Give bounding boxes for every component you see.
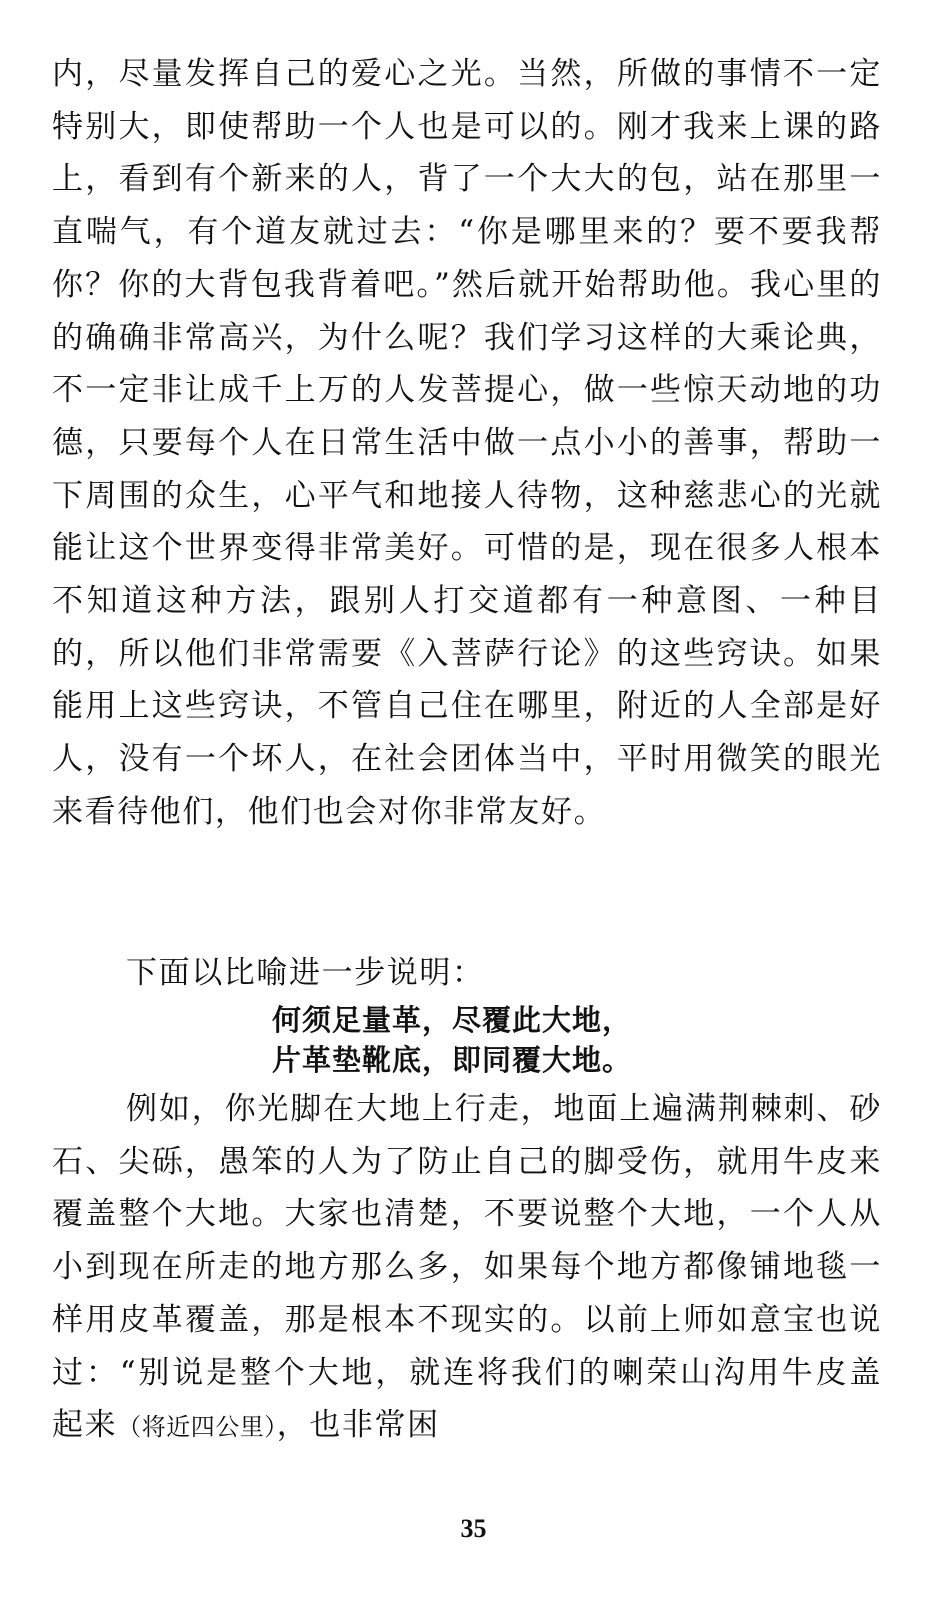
verse-line-2: 片革垫靴底，即同覆大地。: [272, 1043, 633, 1077]
page-number: 35: [460, 1514, 487, 1543]
intro-line: 下面以比喻进一步说明：: [126, 955, 485, 991]
paragraph-2-distance-note: （将近四公里）: [117, 1413, 277, 1442]
paragraph-2-text-a: 例如，你光脚在大地上行走，地面上遍满荆棘刺、砂石、尖砾，愚笨的人为了防止自己的脚受伤，就用牛皮来覆盖整个大地。大家也清楚，不要说整个大地，一个人从小到现在所走的地方那么多，如果每个地方都像铺地毯一样用皮革覆盖，那是根本不现实的。以前上师如意宝也说过：“别说是整个大地，就连将我们的喇荣山沟用牛皮盖起来: [52, 1091, 882, 1444]
body-paragraph-2: [52, 1083, 882, 1454]
verse-line-1: 何须足量革，尽覆此大地，: [272, 1003, 633, 1037]
paragraph-2-text-b: ，也非常困: [276, 1407, 440, 1444]
body-paragraph-1: 内，尽量发挥自己的爱心之光。当然，所做的事情不一定特别大，即使帮助一个人也是可以的。刚才我来上课的路上，看到有个新来的人，背了一个大大的包，站在那里一直喘气，有个道友就过去：“你是哪里来的？要不要我帮你？你的大背包我背着吧。”然后就开始帮助他。我心里的的确确非常高兴，为什么呢？我们学习这样的大乘论典，不一定非让成千上万的人发菩提心，做一些惊天动地的功德，只要每个人在日常生活中做一点小小的善事，帮助一下周围的众生，心平气和地接人待物，这种慈悲心的光就能让这个世界变得非常美好。可惜的是，现在很多人根本不知道这种方法，跟别人打交道都有一种意图、一种目的，所以他们非常需要《入菩萨行论》的这些窍诀。如果能用上这些窍诀，不管自己住在哪里，附近的人全部是好人，没有一个坏人，在社会团体当中，平时用微笑的眼光来看待他们，他们也会对你非常友好。: [52, 56, 882, 830]
